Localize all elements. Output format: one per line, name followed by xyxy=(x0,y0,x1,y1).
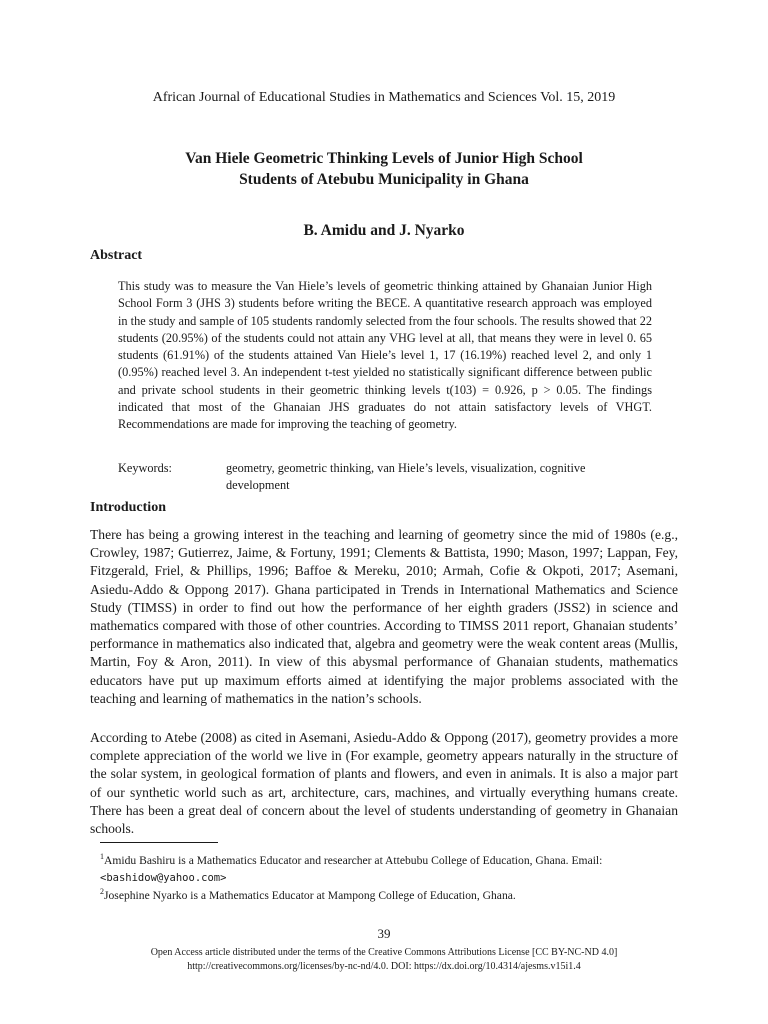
footnote-2 xyxy=(100,887,680,904)
footnote-1-email: <bashidow@yahoo.com> xyxy=(100,872,227,884)
abstract-text: This study was to measure the Van Hiele’s levels of geometric thinking attained by Ghanaian Junior High School Form 3 (JHS 3) students before writing the BECE. A quantitative research approach was employed in the study and sample of 105 students randomly selected from the four schools. The results showed that 22 students (20.95%) of the students could not attain any VHG level at all, that means they were in level 0. 65 students (61.91%) of the students attained Van Hiele’s level 1, 17 (16.19%) reached level 2, and only 1 (0.95%) reached level 3. An independent t-test yielded no statistically significant difference between public and private school students in their geometric thinking levels t(103) = 0.926, p > 0.05. The findings indicated that most of the Ghanaian JHS graduates do not attain satisfactory levels of VHGT. Recommendations are made for improving the teaching of geometry. xyxy=(118,279,652,432)
footnote-1-text: Amidu Bashiru is a Mathematics Educator and researcher at Attebubu College of Education, Ghana. Email: xyxy=(104,854,603,867)
page-number: 39 xyxy=(377,926,391,941)
license-line-2 xyxy=(0,960,768,974)
keywords-label: Keywords: xyxy=(118,461,172,475)
footnote-divider xyxy=(100,842,218,843)
footnote-2-text: Josephine Nyarko is a Mathematics Educator at Mampong College of Education, Ghana. xyxy=(104,889,516,902)
introduction-paragraph-2: According to Atebe (2008) as cited in Asemani, Asiedu-Addo & Oppong (2017), geometry provides a more complete appreciation of the world we live in (For example, geometry appears naturally in the structure of the solar system, in geological formation of plants and flowers, and even in animals. It is also a major part of our synthetic world such as art, architecture, cars, machines, and virtually everything humans create. There has been a great deal of concern about the level of students understanding of geometry in Ghanaian schools. xyxy=(90,730,678,837)
article-title xyxy=(0,148,768,190)
doi-label: DOI: xyxy=(390,961,412,972)
introduction-heading: Introduction xyxy=(90,500,166,515)
license-line-1: Open Access article distributed under the terms of the Creative Commons Attributions License [CC BY-NC-ND 4.0] xyxy=(150,947,618,958)
footnote-1-mark: 1 xyxy=(100,852,104,861)
footnote-1 xyxy=(100,852,680,887)
journal-header: African Journal of Educational Studies in Mathematics and Sciences Vol. 15, 2019 xyxy=(152,90,616,105)
doi-link[interactable]: https://dx.doi.org/10.4314/ajesms.v15i1.4 xyxy=(413,961,581,972)
title-line-2: Students of Atebubu Municipality in Ghana xyxy=(239,171,529,188)
footnote-2-mark: 2 xyxy=(100,887,104,896)
abstract-heading: Abstract xyxy=(90,248,143,263)
authors: B. Amidu and J. Nyarko xyxy=(303,222,465,239)
license-footer xyxy=(0,946,768,974)
footnotes xyxy=(100,852,680,904)
title-line-1: Van Hiele Geometric Thinking Levels of Junior High School xyxy=(185,150,583,167)
keywords-text: geometry, geometric thinking, van Hiele’s levels, visualization, cognitive development xyxy=(226,461,586,492)
license-url[interactable]: http://creativecommons.org/licenses/by-nc-nd/4.0. xyxy=(187,961,389,972)
introduction-paragraph-1: There has being a growing interest in the teaching and learning of geometry since the mid of 1980s (e.g., Crowley, 1987; Gutierrez, Jaime, & Fortuny, 1991; Clements & Battista, 1990; Mason, 1997; Lappan, Fey, Fitzgerald, Friel, & Phillips, 1996; Baffoe & Mereku, 2010; Armah, Cofie & Okpoti, 2017; Asemani, Asiedu-Addo & Oppong 2017). Ghana participated in Trends in International Mathematics and Science Study (TIMSS) in order to find out how the performance of her eighth graders (JSS2) in science and mathematics compared with those of other countries. According to TIMSS 2011 report, Ghanaian students’ performance in mathematics also indicated that, algebra and geometry were the weak content areas (Mullis, Martin, Foy & Aron, 2011). In view of this abysmal performance of Ghanaian students, mathematics educators have put up maximum efforts aimed at identifying the major problems associated with the teaching and learning of mathematics in the nation’s schools. xyxy=(90,527,678,706)
